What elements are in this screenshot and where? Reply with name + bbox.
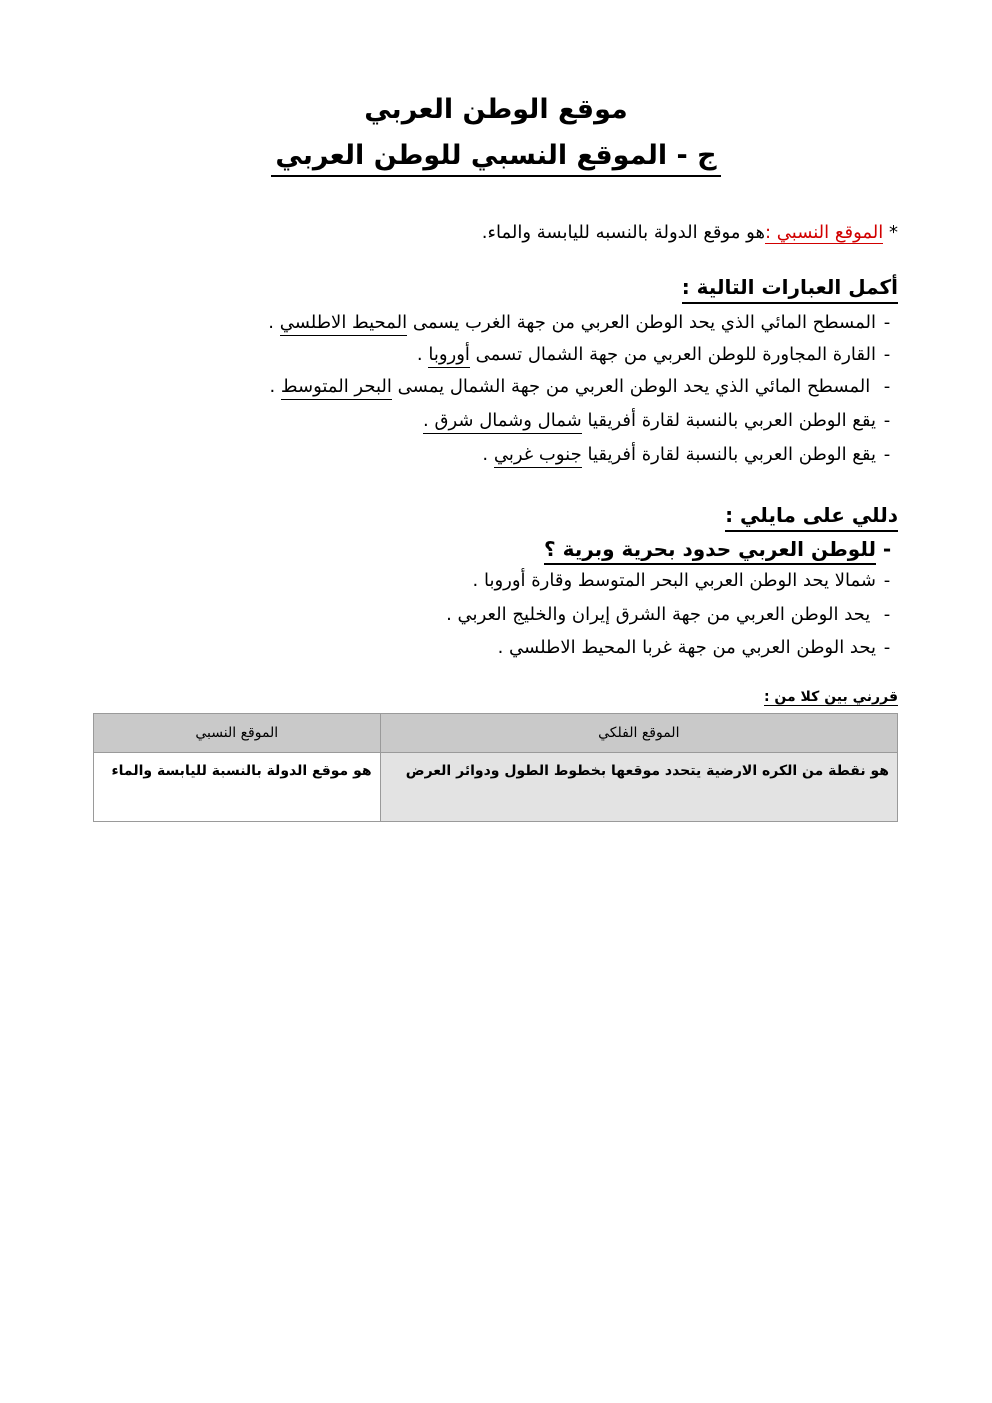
table-row [94,753,898,822]
complete-item: -يقع الوطن العربي بالنسبة لقارة أفريقيا جنوب غربي . [482,444,898,465]
complete-item: -المسطح المائي الذي يحد الوطن العربي من جهة الغرب يسمى المحيط الاطلسي . [268,312,898,333]
complete-item: - المسطح المائي الذي يحد الوطن العربي من جهة الشمال يمسى البحر المتوسط . [269,376,898,397]
comparison-table [93,713,898,822]
column-header: الموقع النسبي [94,714,381,753]
column-header: الموقع الفلكي [380,714,897,753]
definition-star: * [889,222,898,243]
answer: جنوب غربي [494,444,582,468]
evidence-item: -شمالا يحد الوطن العربي البحر المتوسط وقارة أوروبا . [472,570,891,591]
evidence-item: - يحد الوطن العربي من جهة الشرق إيران والخليج العربي . [446,604,891,625]
answer: شمال وشمال شرق . [423,410,582,434]
compare-heading: قررني بين كلا من : [763,689,898,705]
answer: البحر المتوسط [281,376,392,400]
evidence-heading: دللي على مايلي : [725,503,898,527]
evidence-item: -يحد الوطن العربي من جهة غربا المحيط الاطلسي . [497,637,891,658]
complete-item: -يقع الوطن العربي بالنسبة لقارة أفريقيا شمال وشمال شرق . [423,410,898,431]
answer: المحيط الاطلسي [280,312,407,336]
table-cell: هو نقطة من الكره الارضية يتحدد موقعها بخطوط الطول ودوائر العرض [380,753,897,822]
table-header-row [94,714,898,753]
definition-term: الموقع النسبي : [764,222,884,243]
page-title: موقع الوطن العربي [364,94,628,125]
evidence-question: -للوطن العربي حدود بحرية وبرية ؟ [544,537,898,561]
complete-item: -القارة المجاورة للوطن العربي من جهة الشمال تسمى أوروبا . [417,344,898,365]
definition-line [482,222,898,243]
definition-text: هو موقع الدولة بالنسبه لليابسة والماء. [481,222,765,243]
complete-heading: أكمل العبارات التالية : [682,275,898,299]
page-subtitle: ج - الموقع النسبي للوطن العربي [0,140,992,171]
answer: أوروبا [428,344,470,368]
table-cell: هو موقع الدولة بالنسبة لليابسة والماء [94,753,381,822]
